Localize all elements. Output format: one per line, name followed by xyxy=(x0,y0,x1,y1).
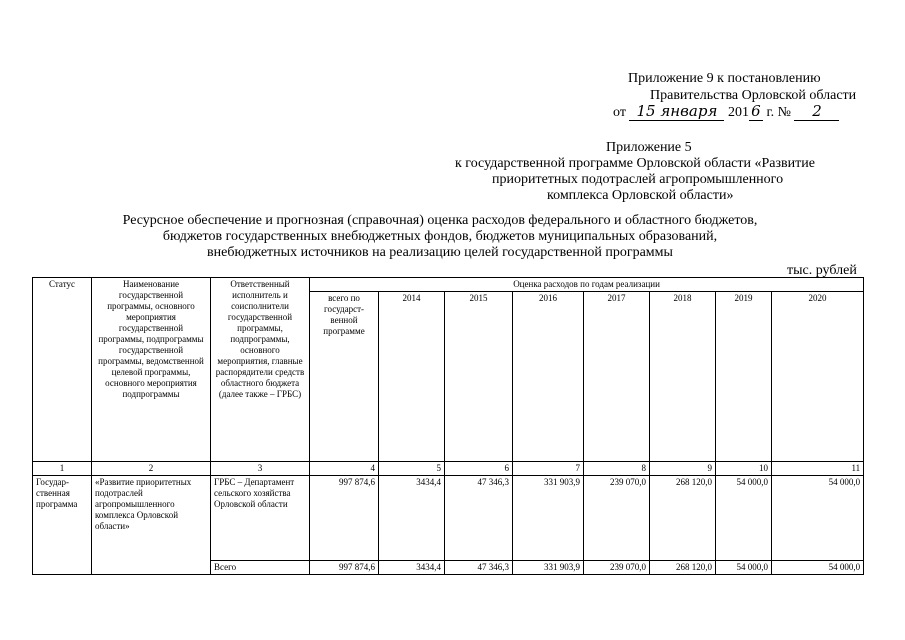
header-total: всего по государст-венной программе xyxy=(310,292,379,462)
col-number: 10 xyxy=(716,462,772,476)
col-number: 8 xyxy=(584,462,650,476)
col-number: 6 xyxy=(445,462,513,476)
units-label: тыс. рублей xyxy=(787,263,857,278)
header-year-2020: 2020 xyxy=(772,292,864,462)
program-line-3: комплекса Орловской области» xyxy=(547,188,734,203)
row-value-2014: 3434,4 xyxy=(379,561,445,575)
row-value-2020: 54 000,0 xyxy=(772,476,864,561)
col-number: 7 xyxy=(513,462,584,476)
col-number: 3 xyxy=(211,462,310,476)
appendix9-line: Приложение 9 к постановлению xyxy=(628,71,821,86)
ot-label: от xyxy=(613,105,626,120)
row-value-2018: 268 120,0 xyxy=(650,561,716,575)
header-year-2018: 2018 xyxy=(650,292,716,462)
year-prefix: 201 xyxy=(727,105,749,120)
row-value-2019: 54 000,0 xyxy=(716,476,772,561)
col-number: 4 xyxy=(310,462,379,476)
row-value-2018: 268 120,0 xyxy=(650,476,716,561)
row-value-2016: 331 903,9 xyxy=(513,476,584,561)
row-value-2016: 331 903,9 xyxy=(513,561,584,575)
header-year-2016: 2016 xyxy=(513,292,584,462)
col-number: 11 xyxy=(772,462,864,476)
number-label: г. № xyxy=(766,105,791,120)
resource-table xyxy=(32,277,864,575)
decree-date-line xyxy=(613,102,839,121)
header-status: Статус xyxy=(33,278,92,462)
row-status: Государ-ственная программа xyxy=(33,476,92,575)
row-value-2019: 54 000,0 xyxy=(716,561,772,575)
table-header-row xyxy=(33,278,864,292)
row-value-2017: 239 070,0 xyxy=(584,561,650,575)
row-value-2015: 47 346,3 xyxy=(445,561,513,575)
row-value-2020: 54 000,0 xyxy=(772,561,864,575)
title-line-1: Ресурсное обеспечение и прогнозная (справочная) оценка расходов федерального и областного бюджетов, xyxy=(122,213,758,228)
row-responsible: ГРБС – Департамент сельского хозяйства Орловской области xyxy=(211,476,310,561)
title-line-3: внебюджетных источников на реализацию целей государственной программы xyxy=(207,245,673,260)
col-number: 2 xyxy=(92,462,211,476)
row-total-value: 997 874,6 xyxy=(310,561,379,575)
handwritten-decree-number: 2 xyxy=(794,102,839,121)
row-total-label: Всего xyxy=(211,561,310,575)
header-year-2017: 2017 xyxy=(584,292,650,462)
program-line-1: к государственной программе Орловской области «Развитие xyxy=(455,156,815,171)
row-value-2017: 239 070,0 xyxy=(584,476,650,561)
header-responsible: Ответственный исполнитель и соисполнители государственной программы, подпрограммы, основного мероприятия, главные распорядители средств областного бюджета (далее также – ГРБС) xyxy=(211,278,310,462)
program-line-2: приоритетных подотраслей агропромышленного xyxy=(492,172,784,187)
column-number-row xyxy=(33,462,864,476)
header-year-2015: 2015 xyxy=(445,292,513,462)
row-total-value: 997 874,6 xyxy=(310,476,379,561)
row-value-2015: 47 346,3 xyxy=(445,476,513,561)
header-estimate: Оценка расходов по годам реализации xyxy=(310,278,864,292)
handwritten-year-digit: 6 xyxy=(749,102,763,121)
table-row xyxy=(33,476,864,561)
header-name: Наименование государственной программы, основного мероприятия государственной программы, подпрограммы государственной программы, ведомственной целевой программы, основного мероприятия подпрограммы xyxy=(92,278,211,462)
row-value-2014: 3434,4 xyxy=(379,476,445,561)
handwritten-date: 15 января xyxy=(629,102,724,121)
row-program-name: «Развитие приоритетных подотраслей агропромышленного комплекса Орловской области» xyxy=(92,476,211,575)
col-number: 5 xyxy=(379,462,445,476)
header-year-2019: 2019 xyxy=(716,292,772,462)
government-line: Правительства Орловской области xyxy=(650,88,857,103)
appendix5-line: Приложение 5 xyxy=(606,140,692,155)
col-number: 9 xyxy=(650,462,716,476)
header-year-2014: 2014 xyxy=(379,292,445,462)
title-line-2: бюджетов государственных внебюджетных фондов, бюджетов муниципальных образований, xyxy=(162,229,718,244)
col-number: 1 xyxy=(33,462,92,476)
